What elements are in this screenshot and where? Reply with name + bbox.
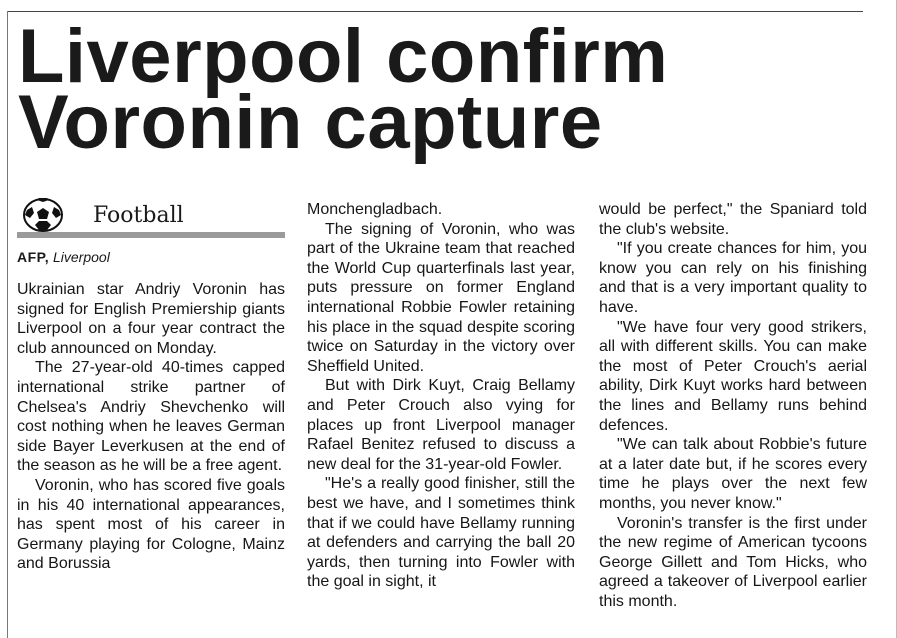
headline-line-2: Voronin capture	[18, 80, 603, 165]
paragraph-7: "If you create chances for him, you know you can rely on his finishing and that is a very important quality to have.	[599, 240, 867, 316]
top-rule	[7, 11, 863, 12]
paragraph-5: But with Dirk Kuyt, Craig Bellamy and Peter Crouch also vying for places up front Liverpool manager Rafael Benitez refused to discuss a new deal for the 31-year-old Fowler.	[307, 377, 575, 473]
left-margin-rule	[7, 11, 8, 638]
byline	[17, 248, 285, 266]
paragraph-8: "We have four very good strikers, all with different skills. You can make the most of Peter Crouch's aerial ability, Dirk Kuyt works hard between the lines and Bellamy runs behind defences.	[599, 318, 867, 434]
football-icon	[23, 198, 63, 232]
paragraph-6-continued: would be perfect," the Spaniard told the club's website.	[599, 201, 867, 238]
headline	[18, 14, 669, 165]
section-label: Football	[93, 203, 184, 228]
article-column-2	[307, 200, 575, 592]
section-tag	[17, 198, 285, 240]
byline-place: Liverpool	[52, 249, 110, 265]
paragraph-1: Ukrainian star Andriy Voronin has signed for English Premiership giants Liverpool on a four year contract the club announced on Monday.	[17, 281, 285, 357]
headline-line-1: Liverpool confirm	[18, 14, 669, 99]
article-column-3	[599, 200, 867, 611]
paragraph-4: The signing of Voronin, who was part of the Ukraine team that reached the World Cup quarterfinals last year, puts pressure on former England international Robbie Fowler retaining his place in the squad despite scoring twice on Saturday in the victory over Sheffield United.	[307, 220, 575, 375]
paragraph-3: Voronin, who has scored five goals in his 40 international appearances, has spent most of his career in Germany playing for Cologne, Mainz and Borussia	[17, 476, 285, 573]
byline-agency: AFP,	[17, 249, 50, 265]
article-column-1	[17, 198, 285, 574]
paragraph-3-continued: Monchengladbach.	[307, 201, 443, 218]
paragraph-9: "We can talk about Robbie's future at a later date but, if he scores every time he plays over the next few months, you never know."	[599, 436, 867, 512]
paragraph-6: "He's a really good finisher, still the best we have, and I sometimes think that if we could have Bellamy running at defenders and carrying the ball 20 yards, then turning into Fowler with the goal in sight, it	[307, 475, 575, 591]
section-divider-bar	[17, 232, 285, 238]
paragraph-10: Voronin's transfer is the first under the new regime of American tycoons George Gillett and Tom Hicks, who agreed a takeover of Liverpool earlier this month.	[599, 514, 867, 610]
paragraph-2: The 27-year-old 40-times capped international strike partner of Chelsea's Andriy Shevchenko will cost nothing when he leaves German side Bayer Leverkusen at the end of the season as he will be a free agent.	[17, 359, 285, 475]
